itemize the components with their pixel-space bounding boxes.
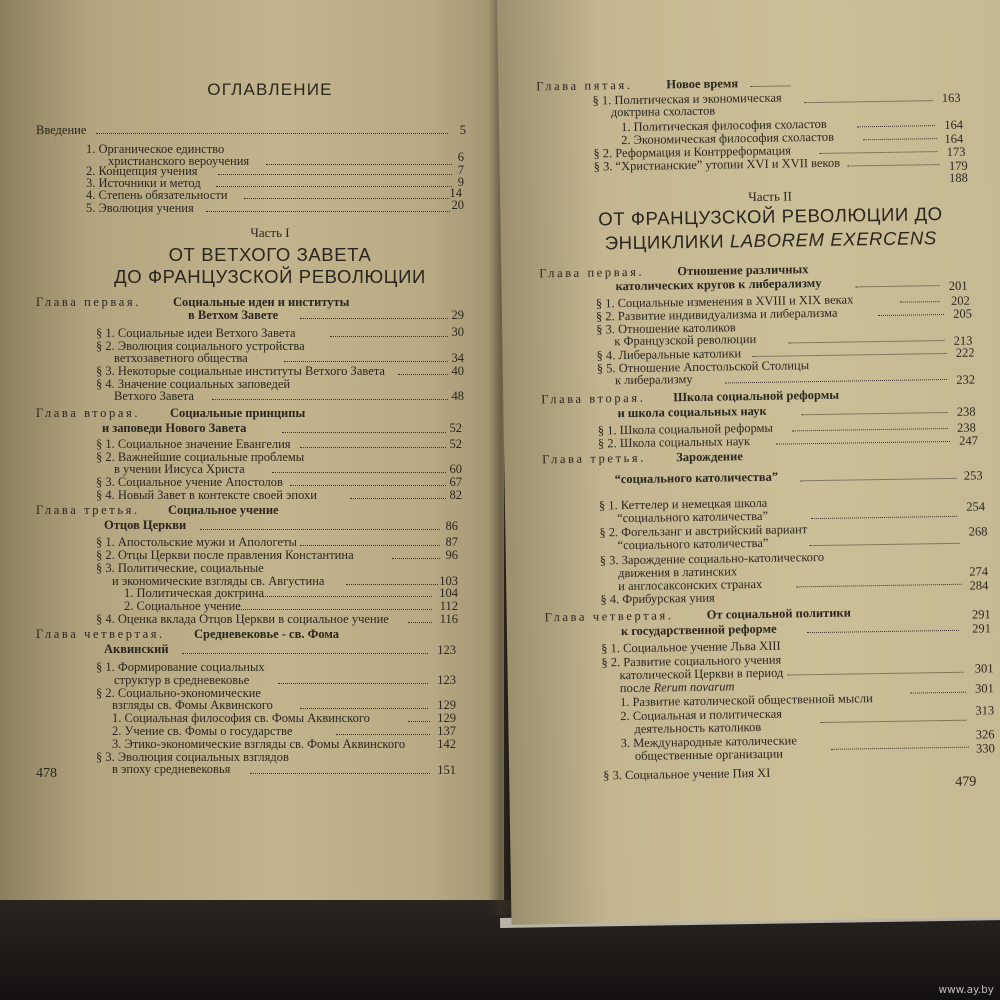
dot-leader xyxy=(811,516,957,519)
page-number: 301 xyxy=(974,661,994,676)
toc-entry-label: 3. Источники и метод xyxy=(86,176,201,190)
dot-leader xyxy=(819,151,937,154)
chapter-prefix: Глава четвертая. xyxy=(544,608,674,625)
toc-entry-label: 2. Учение св. Фомы о государстве xyxy=(112,724,293,738)
page-folio: 478 xyxy=(36,766,57,781)
dot-leader xyxy=(96,133,448,134)
chapter-prefix: Глава четвертая. xyxy=(36,627,165,641)
toc-entry-label: § 3. Социальное учение Апостолов xyxy=(96,475,283,489)
toc-entry-label: в эпоху средневековья xyxy=(112,762,231,776)
page-number: 20 xyxy=(451,198,464,212)
dot-leader xyxy=(212,399,448,400)
dot-leader xyxy=(182,653,428,654)
toc-entry-label: § 1. Апостольские мужи и Апологеты xyxy=(96,535,297,549)
toc-entry-label: общественные организации xyxy=(634,746,784,763)
toc-entry-label: § 2. Школа социальных наук xyxy=(597,434,751,451)
toc-entry-label: § 3. “Христианские” утопии XVI и XVII веков xyxy=(593,155,841,174)
dot-leader xyxy=(900,301,940,303)
toc-entry-label: Ветхого Завета xyxy=(114,389,194,403)
dot-leader xyxy=(796,584,962,588)
toc-entry-label: “социального католичества” xyxy=(617,508,769,526)
page-number: 179 xyxy=(948,158,968,173)
toc-title: ОГЛАВЛЕНИЕ xyxy=(207,80,333,99)
toc-entry-label: 2. Социальная и политическая xyxy=(620,706,783,724)
page-number: 123 xyxy=(437,673,456,687)
toc-entry-label: структур в средневековье xyxy=(114,673,250,687)
toc-entry-label: деятельность католиков xyxy=(634,719,762,736)
dot-leader xyxy=(282,432,446,433)
chapter-prefix: Глава вторая. xyxy=(541,390,646,407)
part-title-text: ЭНЦИКЛИКИ xyxy=(604,230,731,254)
toc-entry-label: § 3. Отношение католиков xyxy=(596,320,736,337)
page-number: 254 xyxy=(966,499,986,514)
dot-leader xyxy=(300,318,448,319)
page-number: 96 xyxy=(445,548,458,562)
part-title: ОТ ВЕТХОГО ЗАВЕТА xyxy=(168,244,372,265)
page-number: 87 xyxy=(445,535,458,549)
page-number: 30 xyxy=(451,325,464,339)
dot-leader xyxy=(788,672,964,676)
page-folio: 479 xyxy=(955,774,977,790)
toc-entry-label: § 1. Социальные изменения в XVIII и XIX веках xyxy=(595,292,854,311)
dot-leader xyxy=(200,529,440,530)
page-number: 6 xyxy=(457,150,464,164)
chapter-title: Школа социальной реформы xyxy=(673,387,840,405)
dot-leader xyxy=(206,211,450,212)
chapter-title: Отношение различных xyxy=(677,262,809,279)
toc-entry-label: § 3. Эволюция социальных взглядов xyxy=(96,750,289,764)
toc-entry-label: § 1. Формирование социальных xyxy=(96,660,265,674)
toc-entry-label: доктрина схоластов xyxy=(610,103,716,120)
chapter-title: и школа социальных наук xyxy=(617,403,767,421)
page-number: 123 xyxy=(437,643,456,657)
toc-entry-label: в учении Иисуса Христа xyxy=(114,462,245,476)
toc-entry-label: § 2. Важнейшие социальные проблемы xyxy=(96,450,305,464)
chapter-title: Зарождение xyxy=(676,449,743,465)
toc-entry-label: 2. Концепция учения xyxy=(86,164,198,178)
dot-leader xyxy=(350,498,446,499)
page-number: 238 xyxy=(956,420,976,435)
page-number: 137 xyxy=(437,724,456,738)
page-number: 202 xyxy=(950,293,970,308)
part-label: Часть I xyxy=(250,225,290,240)
page-number: 40 xyxy=(451,364,464,378)
page-number: 129 xyxy=(437,711,456,725)
toc-entry-label: § 4. Значение социальных заповедей xyxy=(96,377,291,391)
toc-entry-label: § 4. Фрибурская уния xyxy=(600,590,715,607)
dot-leader xyxy=(408,721,430,722)
toc-entry-label: § 2. Реформация и Контрреформация xyxy=(593,143,792,161)
dot-leader xyxy=(300,447,446,448)
dot-leader xyxy=(218,174,452,175)
page-number: 268 xyxy=(968,524,988,539)
dot-leader xyxy=(725,379,947,383)
chapter-title: Аквинский xyxy=(104,642,169,656)
chapter-title: католических кругов к либерализму xyxy=(615,275,822,294)
dot-leader xyxy=(290,485,446,486)
page-number: 86 xyxy=(445,519,458,533)
toc-entry-label: 3. Этико-экономические взгляды св. Фомы Аквинского xyxy=(112,737,406,751)
page-number: 29 xyxy=(451,308,464,322)
dot-leader xyxy=(266,164,452,165)
toc-entry-label: 2. Социальное учение xyxy=(124,599,241,613)
page-number: 326 xyxy=(975,727,995,742)
dot-leader xyxy=(801,478,957,481)
page-number: 301 xyxy=(975,681,994,696)
page-number: 291 xyxy=(972,621,992,636)
dot-leader xyxy=(300,708,428,709)
dot-leader xyxy=(820,720,966,723)
page-number: 247 xyxy=(959,433,979,448)
toc-entry-label: § 2. Социально-экономические xyxy=(96,686,261,700)
dot-leader xyxy=(336,734,430,735)
chapter-title: Отцов Церкви xyxy=(104,518,187,532)
dot-leader xyxy=(857,125,935,127)
page-number: 205 xyxy=(953,306,973,321)
page-number: 253 xyxy=(963,468,983,483)
toc-entry-label: § 2. Развитие индивидуализма и либерализма xyxy=(595,305,838,324)
page-number: 188 xyxy=(948,170,968,185)
toc-entry-label: § 2. Отцы Церкви после правления Константина xyxy=(96,548,354,562)
page-number: 9 xyxy=(457,175,464,189)
dot-leader xyxy=(910,692,966,694)
part-label: Часть II xyxy=(748,188,792,205)
page-number: 313 xyxy=(975,703,995,718)
page-number: 173 xyxy=(946,144,966,159)
dot-leader xyxy=(238,609,432,610)
page-number: 284 xyxy=(969,578,989,593)
page-number: 52 xyxy=(449,437,462,451)
toc-entry-label: и экономические взгляды св. Августина xyxy=(112,574,325,588)
dot-leader xyxy=(802,412,948,415)
toc-entry-label: § 5. Отношение Апостольской Столицы xyxy=(596,358,810,376)
page-number: 7 xyxy=(457,163,464,177)
dot-leader xyxy=(250,773,430,774)
toc-entry-label: § 4. Новый Завет в контексте своей эпохи xyxy=(96,488,317,502)
toc-entry-label: 1. Развитие католической общественной мысли xyxy=(619,691,873,710)
dot-leader xyxy=(856,285,940,287)
toc-entry-label: Введение xyxy=(36,123,87,137)
page-number: 60 xyxy=(449,462,462,476)
page-number: 5 xyxy=(459,123,466,137)
watermark: www.ay.by xyxy=(938,984,994,996)
dot-leader xyxy=(805,100,933,103)
dot-leader xyxy=(278,683,428,684)
part-title: ДО ФРАНЦУЗСКОЙ РЕВОЛЮЦИИ xyxy=(114,266,426,287)
toc-entry-label: § 1. Социальные идеи Ветхого Завета xyxy=(96,326,296,340)
dot-leader xyxy=(863,138,937,140)
page-number: 14 xyxy=(449,186,462,200)
right-page xyxy=(497,0,1000,925)
chapter-title: Средневековье - св. Фома xyxy=(194,627,340,641)
toc-entry-label: § 4. Оценка вклада Отцов Церкви в социальное учение xyxy=(96,612,389,626)
page-number: 291 xyxy=(971,607,991,622)
dot-leader xyxy=(346,584,438,585)
toc-entry-label: § 1. Социальное учение Льва XIII xyxy=(601,638,781,656)
dot-leader xyxy=(792,428,948,431)
page-number: 163 xyxy=(941,90,961,106)
toc-entry-label: к Французской революции xyxy=(614,331,757,349)
dot-leader xyxy=(398,374,448,375)
page-number: 103 xyxy=(439,574,458,588)
toc-entry-label: к либерализму xyxy=(614,371,693,388)
chapter-title: Социальные идеи и институты xyxy=(173,295,350,309)
chapter-title: в Ветхом Завете xyxy=(188,308,279,322)
toc-entry-label: 4. Степень обязательности xyxy=(86,188,228,202)
page-number: 274 xyxy=(969,564,989,579)
toc-entry-label: § 1. Кеттелер и немецкая школа xyxy=(598,495,768,513)
chapter-prefix: Глава вторая. xyxy=(36,406,141,420)
toc-entry-label: § 4. Либеральные католики xyxy=(596,346,742,363)
page-number: 104 xyxy=(439,586,458,600)
dot-leader xyxy=(878,314,944,316)
chapter-title: Социальные принципы xyxy=(170,406,306,420)
chapter-prefix: Глава третья. xyxy=(36,503,140,517)
chapter-title: Социальное учение xyxy=(168,503,279,517)
toc-entry-label: § 1. Социальное значение Евангелия xyxy=(96,437,291,451)
dot-leader xyxy=(216,186,452,187)
dot-leader xyxy=(807,630,959,633)
toc-entry-label: § 2. Эволюция социального устройства xyxy=(96,339,305,353)
toc-entry-latin: Rerum novarum xyxy=(653,679,735,695)
toc-entry-label: § 3. Политические, социальные xyxy=(96,561,264,575)
chapter-prefix: Глава первая. xyxy=(36,295,141,309)
dot-leader xyxy=(300,545,440,546)
dot-leader xyxy=(392,558,440,559)
chapter-prefix: Глава пятая. xyxy=(536,77,633,94)
dot-leader xyxy=(284,361,448,362)
chapter-title: Новое время xyxy=(666,76,739,92)
dot-leader xyxy=(831,747,969,750)
part-title xyxy=(561,226,981,255)
dot-leader xyxy=(788,340,944,343)
page-number: 34 xyxy=(451,351,464,365)
toc-entry-label: 1. Политическая доктрина xyxy=(124,586,265,600)
dot-leader xyxy=(272,472,446,473)
chapter-title: к государственной реформе xyxy=(620,621,777,639)
dot-leader xyxy=(330,336,448,337)
toc-entry-label: § 3. Социальное учение Пия XI xyxy=(603,765,771,783)
toc-entry-label: взгляды св. Фомы Аквинского xyxy=(112,698,273,712)
dot-leader xyxy=(262,596,432,597)
dot-leader xyxy=(776,441,950,445)
dot-leader xyxy=(750,85,790,87)
chapter-title: и заповеди Нового Завета xyxy=(102,421,247,435)
chapter-prefix: Глава первая. xyxy=(539,264,645,281)
toc-entry-label: и англосаксонских странах xyxy=(618,576,763,594)
toc-entry-label: ветхозаветного общества xyxy=(114,351,248,365)
toc-entry-label: 2. Экономическая философия схоластов xyxy=(621,129,835,148)
toc-entry-label: § 1. Школа социальной реформы xyxy=(597,420,773,438)
page-number: 222 xyxy=(955,345,975,360)
page-number: 67 xyxy=(449,475,462,489)
page-number: 129 xyxy=(437,698,456,712)
page-number: 48 xyxy=(451,389,464,403)
dot-leader xyxy=(753,353,947,357)
toc-entry-text: после xyxy=(619,680,654,696)
page-number: 82 xyxy=(449,488,462,502)
page-number: 164 xyxy=(944,131,964,146)
chapter-prefix: Глава третья. xyxy=(542,450,647,467)
toc-entry-label: движения в латинских xyxy=(617,564,738,581)
toc-entry-label: 3. Международные католические xyxy=(620,733,797,751)
part-title-latin: LABOREM EXERCENS xyxy=(729,227,937,252)
page-number: 52 xyxy=(449,421,462,435)
toc-entry-label: § 2. Развитие социального учения xyxy=(601,652,782,670)
toc-entry-label: католической Церкви в период xyxy=(619,665,784,683)
dot-leader xyxy=(810,543,960,546)
toc-entry-label: § 2. Фогельзанг и австрийский вариант xyxy=(599,522,808,540)
toc-entry-label: § 1. Политическая и экономическая xyxy=(592,90,782,108)
chapter-title: “социального католичества” xyxy=(614,469,779,487)
page-number: 201 xyxy=(948,278,968,293)
page-number: 151 xyxy=(437,763,456,777)
dot-leader xyxy=(848,164,940,166)
toc-entry-label: § 3. Некоторые социальные институты Ветхого Завета xyxy=(96,364,385,378)
toc-entry-label: § 3. Зарождение социально-католического xyxy=(599,549,825,568)
page-number: 116 xyxy=(439,612,458,626)
toc-entry-label: 1. Политическая философия схоластов xyxy=(620,116,827,135)
toc-entry-label: “социального католичества” xyxy=(617,535,769,553)
page-number: 238 xyxy=(956,404,976,419)
page-number: 232 xyxy=(956,372,976,387)
toc-entry-label: 1. Органическое единство xyxy=(86,142,225,156)
page-number: 213 xyxy=(953,333,973,348)
toc-entry-label: христианского вероучения xyxy=(108,154,250,168)
page-number: 330 xyxy=(975,741,995,756)
toc-entry-label: 5. Эволюция учения xyxy=(86,201,194,215)
chapter-title: От социальной политики xyxy=(706,605,851,622)
page-number: 142 xyxy=(437,737,456,751)
left-page xyxy=(0,0,504,900)
page-number: 112 xyxy=(439,599,458,613)
toc-entry-label: 1. Социальная философия св. Фомы Аквинского xyxy=(112,711,370,725)
dot-leader xyxy=(408,622,432,623)
part-title: ОТ ФРАНЦУЗСКОЙ РЕВОЛЮЦИИ ДО xyxy=(598,203,943,230)
page-number: 164 xyxy=(944,117,964,132)
dot-leader xyxy=(244,198,450,199)
